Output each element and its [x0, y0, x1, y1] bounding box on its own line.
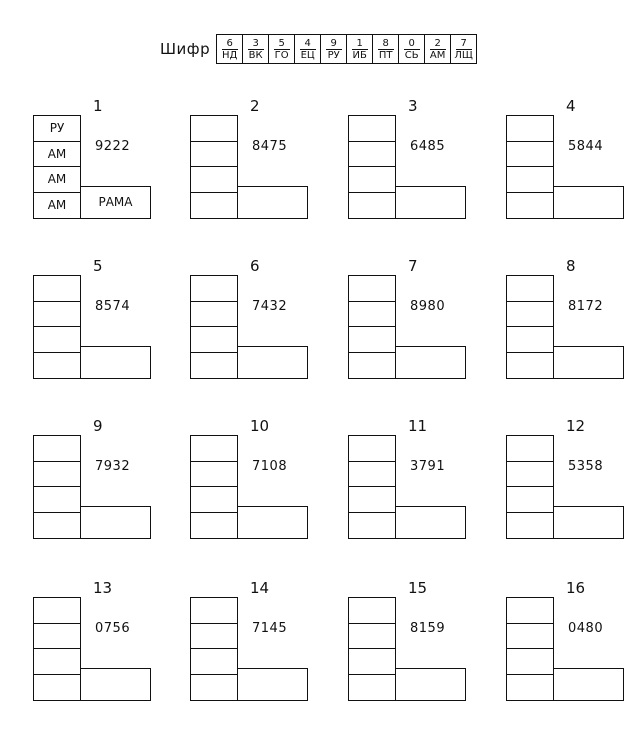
cipher-digit: 3: [248, 38, 264, 50]
puzzle-number: 10: [250, 417, 270, 435]
puzzle-figure: [33, 257, 155, 385]
puzzle-answer-box: [396, 668, 466, 702]
puzzle-answer-box: [81, 346, 151, 380]
cipher-pair: [268, 35, 294, 63]
puzzle-code: 8574: [95, 299, 131, 314]
puzzle-cell: [506, 166, 554, 192]
puzzle-number: 3: [408, 97, 418, 115]
cipher-label: Шифр: [160, 40, 211, 58]
puzzle-answer-box: [238, 506, 308, 540]
puzzle-cell: [190, 301, 238, 327]
puzzle-answer-box: [238, 186, 308, 220]
puzzle-number: 4: [566, 97, 576, 115]
puzzle-cell: [190, 435, 238, 461]
cipher-pair: [242, 35, 268, 63]
cipher-letters: ПТ: [378, 49, 393, 61]
puzzle-cell: [33, 674, 81, 702]
puzzle-cell: [506, 435, 554, 461]
cipher-letters: НД: [221, 49, 238, 61]
puzzle-figure: [506, 97, 628, 225]
puzzle-code: 3791: [410, 459, 446, 474]
puzzle-cell: [33, 648, 81, 674]
puzzle-cell: [190, 115, 238, 141]
cipher-table: [216, 34, 477, 64]
puzzle-cell: [348, 301, 396, 327]
puzzle-figure: [348, 97, 470, 225]
puzzle-code: 9222: [95, 139, 131, 154]
puzzle-cell: РУ: [33, 115, 81, 141]
puzzle-cell: [33, 486, 81, 512]
puzzle-figure: [33, 417, 155, 545]
cipher-digit: 5: [274, 38, 290, 50]
cipher-key: [160, 34, 477, 64]
puzzle-figure: [506, 417, 628, 545]
puzzle-cell: [190, 166, 238, 192]
puzzle-code: 5358: [568, 459, 604, 474]
puzzle-cell: [506, 326, 554, 352]
puzzle-number: 9: [93, 417, 103, 435]
cipher-letters: ЛЩ: [454, 49, 473, 61]
puzzle-cell: [190, 597, 238, 623]
puzzle-number: 15: [408, 579, 428, 597]
cipher-pair: [217, 35, 242, 63]
puzzle-answer-box: [396, 186, 466, 220]
puzzle-answer-box: [81, 506, 151, 540]
puzzle-number: 7: [408, 257, 418, 275]
puzzle-code: 6485: [410, 139, 446, 154]
puzzle-cell: [190, 623, 238, 649]
puzzle-cell: [506, 192, 554, 220]
puzzle-number: 8: [566, 257, 576, 275]
puzzle-answer-box: РАМА: [81, 186, 151, 220]
puzzle-cell: [190, 141, 238, 167]
puzzle-cell: [506, 352, 554, 380]
cipher-letters: ГО: [274, 49, 289, 61]
cipher-letters: СЬ: [404, 49, 419, 61]
cipher-pair: [424, 35, 450, 63]
cipher-pair: [320, 35, 346, 63]
puzzle-cell: [33, 275, 81, 301]
cipher-digit: 4: [300, 38, 316, 50]
cipher-digit: 9: [326, 38, 342, 50]
puzzle-cell: [506, 115, 554, 141]
puzzle-cell: [506, 512, 554, 540]
puzzle-cell: [190, 512, 238, 540]
puzzle-figure: [33, 579, 155, 707]
cipher-pair: [398, 35, 424, 63]
puzzle-answer-box: [396, 346, 466, 380]
puzzle-cell: [348, 115, 396, 141]
puzzle-cell: [190, 648, 238, 674]
cipher-letters: АМ: [429, 49, 446, 61]
cipher-digit: 8: [378, 38, 394, 50]
puzzle-code: 8475: [252, 139, 288, 154]
puzzle-figure: [348, 417, 470, 545]
cipher-pair: [346, 35, 372, 63]
cipher-digit: 6: [222, 38, 238, 50]
cipher-digit: 1: [352, 38, 368, 50]
puzzle-number: 14: [250, 579, 270, 597]
cipher-letters: ВК: [248, 49, 263, 61]
puzzle-number: 12: [566, 417, 586, 435]
cipher-digit: 2: [430, 38, 446, 50]
puzzle-code: 5844: [568, 139, 604, 154]
puzzle-cell: [506, 275, 554, 301]
puzzle-code: 7108: [252, 459, 288, 474]
puzzle-code: 0480: [568, 621, 604, 636]
puzzle-cell: АМ: [33, 166, 81, 192]
puzzle-cell: [348, 435, 396, 461]
puzzle-cell: [190, 326, 238, 352]
puzzle-figure: [33, 97, 155, 225]
puzzle-figure: [348, 579, 470, 707]
puzzle-cell: [33, 301, 81, 327]
puzzle-cell: [506, 674, 554, 702]
puzzle-cell: [506, 461, 554, 487]
cipher-pair: [294, 35, 320, 63]
puzzle-figure: [506, 257, 628, 385]
puzzle-cell: [190, 352, 238, 380]
puzzle-answer-box: [238, 668, 308, 702]
puzzle-figure: [190, 417, 312, 545]
puzzle-cell: [348, 461, 396, 487]
puzzle-number: 6: [250, 257, 260, 275]
cipher-digit: 7: [456, 38, 472, 50]
puzzle-cell: [33, 352, 81, 380]
puzzle-cell: [33, 512, 81, 540]
puzzle-number: 5: [93, 257, 103, 275]
puzzle-cell: [348, 486, 396, 512]
puzzle-cell: [33, 326, 81, 352]
puzzle-number: 11: [408, 417, 428, 435]
puzzle-cell: [348, 674, 396, 702]
puzzle-cell: [506, 301, 554, 327]
puzzle-code: 7145: [252, 621, 288, 636]
puzzle-code: 0756: [95, 621, 131, 636]
puzzle-figure: [348, 257, 470, 385]
puzzle-code: 7432: [252, 299, 288, 314]
puzzle-cell: АМ: [33, 192, 81, 220]
puzzle-cell: [33, 623, 81, 649]
puzzle-cell: [506, 623, 554, 649]
puzzle-cell: [506, 648, 554, 674]
puzzle-number: 2: [250, 97, 260, 115]
puzzle-cell: [348, 275, 396, 301]
puzzle-answer-box: [81, 668, 151, 702]
puzzle-cell: [190, 275, 238, 301]
puzzle-number: 16: [566, 579, 586, 597]
puzzle-cell: [348, 512, 396, 540]
puzzle-code: 8980: [410, 299, 446, 314]
puzzle-code: 8159: [410, 621, 446, 636]
puzzle-cell: [190, 674, 238, 702]
puzzle-answer-box: [554, 186, 624, 220]
puzzle-cell: [506, 597, 554, 623]
puzzle-cell: [348, 166, 396, 192]
cipher-letters: ЕЦ: [300, 49, 315, 61]
puzzle-figure: [506, 579, 628, 707]
puzzle-code: 8172: [568, 299, 604, 314]
puzzle-cell: [506, 141, 554, 167]
cipher-digit: 0: [404, 38, 420, 50]
cipher-pair: [372, 35, 398, 63]
puzzle-cell: [33, 461, 81, 487]
puzzle-code: 7932: [95, 459, 131, 474]
puzzle-figure: [190, 579, 312, 707]
puzzle-number: 13: [93, 579, 113, 597]
puzzle-cell: [33, 597, 81, 623]
puzzle-cell: [348, 648, 396, 674]
puzzle-cell: [348, 597, 396, 623]
puzzle-answer-box: [554, 346, 624, 380]
puzzle-cell: [190, 192, 238, 220]
puzzle-figure: [190, 257, 312, 385]
puzzle-answer-box: [554, 506, 624, 540]
puzzle-cell: [190, 461, 238, 487]
puzzle-cell: АМ: [33, 141, 81, 167]
puzzle-cell: [348, 623, 396, 649]
puzzle-cell: [506, 486, 554, 512]
puzzle-figure: [190, 97, 312, 225]
puzzle-cell: [33, 435, 81, 461]
puzzle-cell: [348, 352, 396, 380]
cipher-letters: ИБ: [352, 49, 367, 61]
puzzle-answer-box: [554, 668, 624, 702]
cipher-letters: РУ: [327, 49, 340, 61]
puzzle-number: 1: [93, 97, 103, 115]
puzzle-answer-box: [396, 506, 466, 540]
cipher-pair: [450, 35, 476, 63]
puzzle-cell: [190, 486, 238, 512]
puzzle-answer-box: [238, 346, 308, 380]
puzzle-cell: [348, 192, 396, 220]
puzzle-cell: [348, 141, 396, 167]
puzzle-cell: [348, 326, 396, 352]
